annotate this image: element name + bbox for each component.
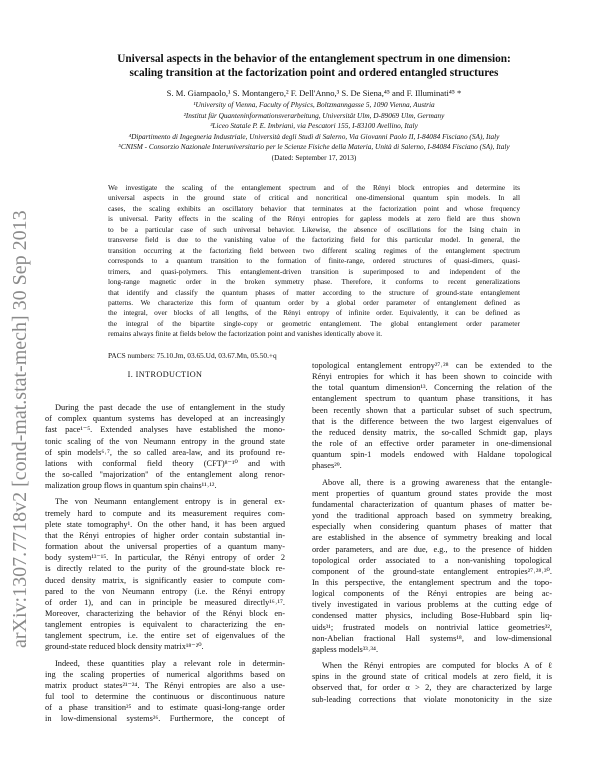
right_column-line: been recently shown that a particular subset of such spectrum, bbox=[312, 405, 552, 415]
right_column-line: fundamental characterization of quantum phases of matter be- bbox=[312, 499, 552, 509]
right_column-line: yond the traditional approach based on symmetry breaking, bbox=[312, 511, 552, 521]
affiliation-2: ²Institut für Quanteninformationsverarbeitung, Universität Ulm, D-89069 Ulm, Germany bbox=[183, 110, 445, 120]
right_column-line: topological order associated to a non-vanishing topological bbox=[312, 555, 552, 565]
left_column-line: fast pace¹⁻⁵. Extended analyses have established the mono- bbox=[45, 425, 285, 435]
right_column-line: uids³¹; frustrated models on nontrivial lattice geometries³², bbox=[312, 622, 552, 632]
left_column-line: ground-state reduced block density matrix¹⁸⁻²⁰. bbox=[45, 642, 204, 652]
left_column-line: duced density matrix, is significantly easier to compute com- bbox=[45, 575, 285, 585]
right_column-line: sub-leading corrections that violate monotonicity in the size bbox=[312, 694, 552, 704]
left_column-line: malization group flows in quantum spin chains¹¹˒¹². bbox=[45, 481, 217, 491]
title-line-1: Universal aspects in the behavior of the entanglement spectrum in one dimension: bbox=[117, 53, 511, 65]
affiliation-5: ⁵CNISM - Consorzio Nazionale Interuniversitario per le Scienze Fisiche della Materia, Unità di Salerno, I-84084 Fisciano (SA), Italy bbox=[118, 142, 510, 151]
right_column-line: condensed matter physics, including Bose-Hubbard spin liq- bbox=[312, 611, 552, 621]
left_column-line: Moreover, characterizing the behavior of the Rényi block en- bbox=[45, 608, 285, 618]
abstract-line: that identify and classify the quantum phases of matter according to the structure of ground-state entanglement bbox=[108, 287, 520, 297]
left_column-line: matrix product states²¹⁻²⁴. The Rényi entropies are also a use- bbox=[45, 680, 285, 690]
left_column-line: is directly related to the purity of the ground-state block re- bbox=[45, 564, 285, 574]
right_column-line: the reduced density matrix, the so-called Schmidt gap, plays bbox=[312, 427, 552, 437]
right_column-line: topological entanglement entropy²⁷˒²⁸ can be extended to the bbox=[312, 361, 552, 370]
left_column-line: pared to the von Neumann entropy (i.e. the Rényi entropy bbox=[45, 586, 285, 596]
abstract-line: long-range magnetic order in the broken symmetry phase. Therefore, it conforms to recent generalizations bbox=[108, 277, 520, 287]
left_column-line: of a phase transition²⁵ and to estimate quasi-long-range order bbox=[45, 703, 285, 713]
abstract-line: patterns. We characterize this form of quantum order by a global order parameter of entanglement defined as bbox=[108, 297, 520, 307]
arxiv-stamp-svg bbox=[4, 120, 34, 650]
left-column bbox=[45, 369, 285, 725]
left_column-line: in low-dimensional systems²⁶. Furthermore, the concept of bbox=[45, 714, 285, 724]
right_column-line: spins in the ground state of critical models at zero field, it is bbox=[312, 672, 552, 682]
abstract-line: the integral, over blocks of all lengths, of the Rényi entropy of infinite order. Equivalently, it can be defined as bbox=[108, 308, 520, 318]
date-line: (Dated: September 17, 2013) bbox=[271, 152, 357, 162]
arxiv-id: arXiv:1307.7718v2 [cond-mat.stat-mech] 30 Sep 2013 bbox=[9, 210, 31, 648]
left_column-line: that the Rényi entropies of higher order contain substantial in- bbox=[45, 530, 285, 540]
right_column-line: that is the difference between the two largest eigenvalues of bbox=[312, 416, 552, 426]
right_column-line: In this perspective, the entanglement spectrum and the topo- bbox=[312, 577, 552, 587]
right_column-line: the total quantum dimension¹³. Concerning the relation of the bbox=[312, 383, 552, 393]
affiliation-1: ¹University of Vienna, Faculty of Physics, Boltzmanngasse 5, 1090 Vienna, Austria bbox=[193, 100, 435, 109]
right_column-line: logical components of the Rényi entropies are being ac- bbox=[312, 589, 552, 599]
left_column-line: ing the scaling properties of numerical algorithms based on bbox=[45, 669, 285, 679]
right_column-line: Above all, there is a growing awareness that the entangle- bbox=[322, 477, 552, 487]
affiliation-4: ⁴Dipartimento di Ingegneria Industriale, Università degli Studi di Salerno, Via Giovanni Paolo II, I-84084 Fisciano (SA), Italy bbox=[128, 131, 500, 141]
abstract-line: universal aspects in the ground state of critical and noncritical one-dimensional quantum spin models. In all bbox=[108, 193, 520, 203]
right_column-line: entanglement spectrum to quantum phase transitions, it has bbox=[312, 394, 552, 404]
right_column-line: especially when considering quantum phases of matter that bbox=[312, 522, 552, 532]
left_column-line: of spin models⁶˒⁷, the so called area-law, and its profound re- bbox=[45, 447, 285, 457]
abstract-line: cases, the scaling exhibits an oscillatory behavior that terminates at the factorization point and whose frequency bbox=[108, 203, 520, 213]
arxiv-stamp bbox=[4, 120, 34, 650]
section-heading: I. INTRODUCTION bbox=[127, 370, 203, 379]
left_column-line: of order 1), and can in principle be measured directly¹⁶˒¹⁷. bbox=[45, 597, 285, 607]
left_column-line: tremely hard to compute and its measurement requires com- bbox=[45, 508, 285, 518]
abstract bbox=[108, 183, 520, 340]
right-column bbox=[312, 360, 552, 705]
abstract-line: transverse field is due to the vanishing value of the factorizing field for this particular model. In general, the bbox=[108, 235, 520, 245]
right_column-line: non-Abelian fractional Hall systems¹⁸, and low-dimensional bbox=[312, 633, 552, 643]
left_column-line: The von Neumann entanglement entropy is in general ex- bbox=[55, 497, 285, 507]
right_column-line: ment properties of quantum ground states provide the most bbox=[312, 488, 552, 498]
paper-title bbox=[64, 52, 564, 80]
abstract-line: transition occurring at the factorizing field between two different scaling regimes of the entanglement spectrum bbox=[108, 245, 520, 255]
right_column-line: are established in the absence of symmetry breaking and local bbox=[312, 533, 552, 543]
abstract-line: the integral of the bipartite single-copy or geometric entanglement. The global entanglement order parameter bbox=[108, 318, 520, 328]
right_column-line: the role of an effective order parameter in one-dimensional bbox=[312, 439, 552, 449]
abstract-line: remains always finite at fields below the factorization point and vanishes identically above it. bbox=[108, 329, 383, 339]
left_column-line: Indeed, these quantities play a relevant role in determin- bbox=[55, 658, 285, 668]
abstract-line: trimers, and quasi-polymers. This entanglement-driven transition is superimposed to and independent of the bbox=[108, 266, 520, 276]
right_column-line: observed that, for order α > 2, they are characterized by large bbox=[312, 683, 552, 693]
affiliation-3: ³Liceo Statale P. E. Imbriani, via Pescatori 155, I-83100 Avellino, Italy bbox=[210, 121, 418, 130]
pacs-numbers: PACS numbers: 75.10.Jm, 03.65.Ud, 03.67.Mn, 05.50.+q bbox=[108, 351, 277, 360]
left_column-line: body system¹³⁻¹⁵. In particular, the Rényi entropy of order 2 bbox=[45, 553, 285, 563]
right_column-line: gapless models³³˒³⁴. bbox=[312, 644, 379, 654]
right_column-line: phases²⁹. bbox=[312, 461, 342, 471]
abstract-line: corresponds to a quantum transition to the formation of finite-range, ordered structures of quasi-dimers, quasi- bbox=[108, 256, 520, 266]
left_column-line: of complex quantum systems has developed at an increasingly bbox=[45, 414, 285, 424]
right_column-line: When the Rényi entropies are computed for blocks A of ℓ bbox=[322, 661, 552, 671]
right_column-line: quantum spin-1 models endowed with Haldane topological bbox=[312, 450, 552, 460]
left_column-line: tonic scaling of the von Neumann entropy in the ground state bbox=[45, 436, 285, 446]
left_column-line: tanglement spectrum, i.e. the entire set of eigenvalues of the bbox=[45, 631, 285, 641]
right_column-line: component of the ground-state entanglement entropies²⁷˒²⁸˒³⁰. bbox=[312, 566, 552, 576]
left_column-line: plete state tomography¹. On the other hand, it has been argued bbox=[45, 519, 285, 529]
abstract-line: We investigate the scaling of the entanglement spectrum and of the Rényi block entropies and determine its bbox=[108, 183, 520, 192]
title-line-2: scaling transition at the factorization point and ordered entangled structures bbox=[129, 67, 499, 79]
abstract-line: is universal. Parity effects in the scaling of the Rényi entropies for gapless models at zero field are thus shown bbox=[108, 214, 520, 224]
left_column-line: formation about the universal properties of a quantum many- bbox=[45, 542, 285, 552]
right_column-line: Rényi entropies for which it has been shown to coincide with bbox=[312, 372, 552, 382]
left_column-line: the so-called "majorization" of the entanglement along renor- bbox=[45, 470, 285, 480]
left_column-line: lations with conformal field theory (CFT)⁸⁻¹⁰ and with bbox=[45, 458, 285, 468]
right_column-line: order parameters, and are due, e.g., to the presence of hidden bbox=[312, 544, 552, 554]
affiliations bbox=[64, 100, 564, 163]
left_column-line: ful tool to determine the continuous or discontinuous nature bbox=[45, 692, 285, 702]
right_column-line: tively investigated in various problems at the cutting edge of bbox=[312, 600, 552, 610]
left_column-line: During the past decade the use of entanglement in the study bbox=[55, 403, 285, 413]
left_column-line: tanglement entropies is equivalent to characterizing the en- bbox=[45, 620, 285, 630]
author-list: S. M. Giampaolo,¹ S. Montangero,² F. Dell'Anno,³ S. De Siena,⁴⁵ and F. Illuminati⁴⁵ * bbox=[166, 88, 462, 98]
abstract-line: to be a particular case of such universal behavior. Likewise, the absence of oscillations for the Ising chain in bbox=[108, 224, 520, 234]
